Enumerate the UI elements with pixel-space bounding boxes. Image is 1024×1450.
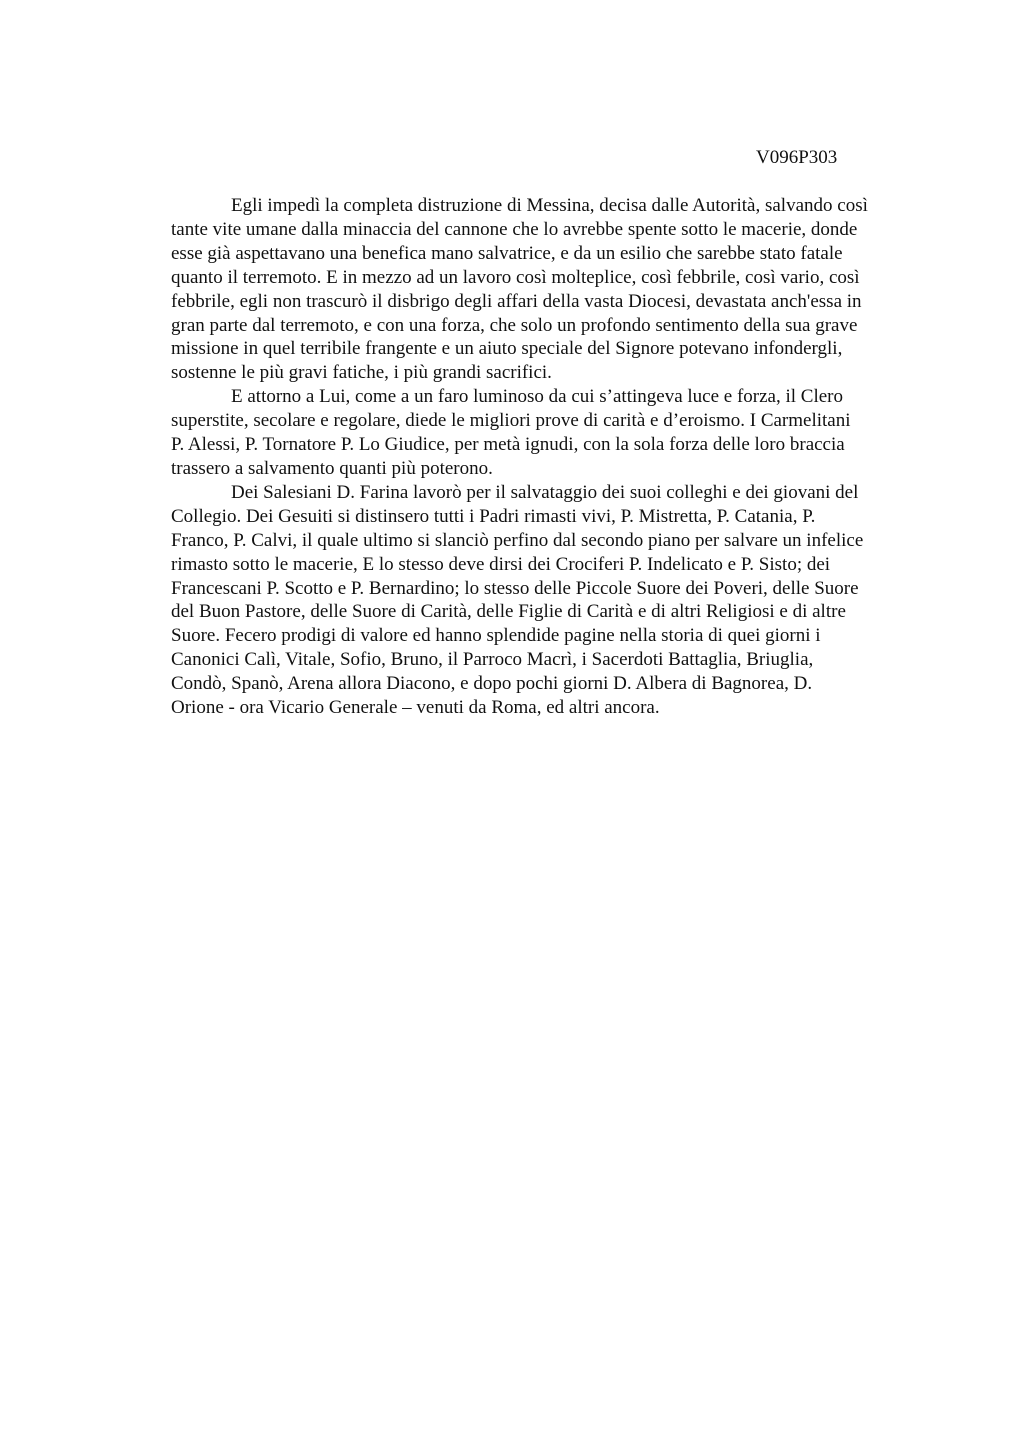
paragraph-line: Francescani P. Scotto e P. Bernardino; lo stesso delle Piccole Suore dei Poveri, delle Suore [171,577,859,599]
paragraph-line: Condò, Spanò, Arena allora Diacono, e dopo pochi giorni D. Albera di Bagnorea, D. [171,673,813,695]
paragraph-line: sostenne le più gravi fatiche, i più grandi sacrifici. [171,362,552,384]
paragraph-3 [171,481,931,720]
paragraph-line: E attorno a Lui, come a un faro luminoso da cui s’attingeva luce e forza, il Clero [231,386,844,408]
paragraph-1 [171,194,931,385]
paragraph-line: tante vite umane dalla minaccia del cannone che lo avrebbe spente sotto le macerie, donde [171,218,858,240]
document-id: V096P303 [756,147,838,168]
paragraph-line: del Buon Pastore, delle Suore di Carità, delle Figlie di Carità e di altri Religiosi e di altre [171,601,846,623]
paragraph-line: quanto il terremoto. E in mezzo ad un lavoro così molteplice, così febbrile, così vario, così [171,266,860,288]
paragraph-line: trassero a salvamento quanti più poterono. [171,457,493,479]
paragraph-line: Orione - ora Vicario Generale – venuti da Roma, ed altri ancora. [171,697,660,719]
paragraph-line: Egli impedì la completa distruzione di Messina, decisa dalle Autorità, salvando così [231,195,868,216]
paragraph-line: Canonici Calì, Vitale, Sofio, Bruno, il Parroco Macrì, i Sacerdoti Battaglia, Briuglia, [171,649,814,671]
paragraph-line: P. Alessi, P. Tornatore P. Lo Giudice, per metà ignudi, con la sola forza delle loro braccia [171,434,845,456]
paragraph-line: febbrile, egli non trascurò il disbrigo degli affari della vasta Diocesi, devastata anch'essa in [171,290,862,312]
paragraph-line: Collegio. Dei Gesuiti si distinsero tutti i Padri rimasti vivi, P. Mistretta, P. Catania, P. [171,505,816,527]
paragraph-line: esse già aspettavano una benefica mano salvatrice, e da un esilio che sarebbe stato fatale [171,242,843,264]
paragraph-line: Dei Salesiani D. Farina lavorò per il salvataggio dei suoi colleghi e dei giovani del [231,481,859,503]
paragraph-line: gran parte dal terremoto, e con una forza, che solo un profondo sentimento della sua grave [171,314,858,336]
paragraph-line: superstite, secolare e regolare, diede le migliori prove di carità e d’eroismo. I Carmelitani [171,410,851,432]
paragraph-line: rimasto sotto le macerie, E lo stesso deve dirsi dei Crociferi P. Indelicato e P. Sisto; dei [171,553,831,575]
paragraph-line: missione in quel terribile frangente e un aiuto speciale del Signore potevano infondergli, [171,338,843,360]
paragraph-line: Suore. Fecero prodigi di valore ed hanno splendide pagine nella storia di quei giorni i [171,625,821,647]
paragraph-2 [171,385,931,481]
paragraph-line: Franco, P. Calvi, il quale ultimo si slanciò perfino dal secondo piano per salvare un infelice [171,529,864,551]
document-body [171,194,931,720]
